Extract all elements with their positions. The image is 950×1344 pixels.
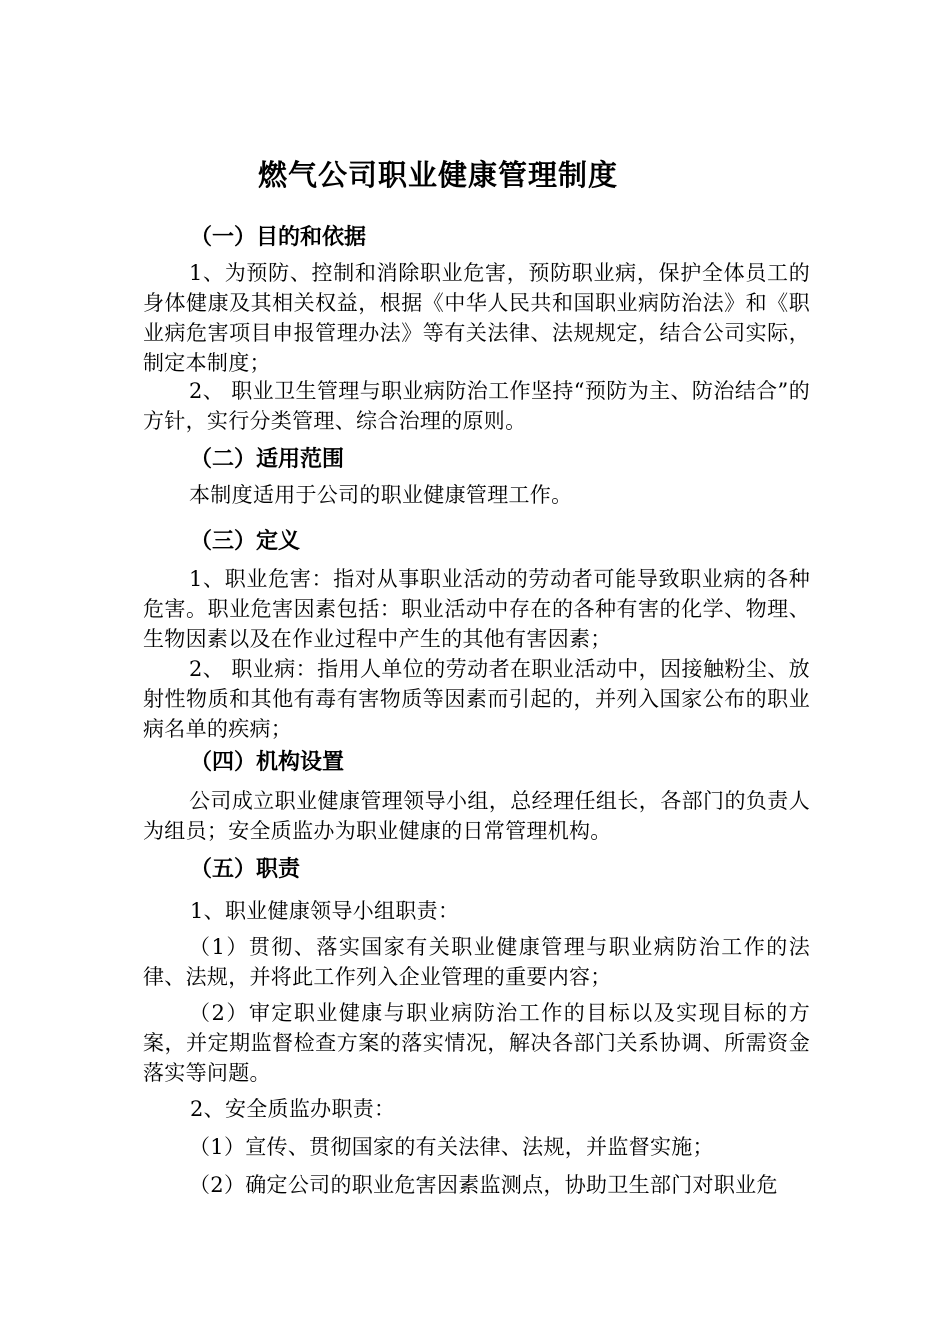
subheading-safety-office: 2、安全质监办职责： [190, 1097, 396, 1121]
section-heading-scope: （二）适用范围 [190, 446, 345, 472]
paragraph-purpose-1: 1、为预防、控制和消除职业危害，预防职业病，保护全体员工的身体健康及其相关权益，根据《中华人民共和国职业病防治法》和《职业病危害项目申报管理办法》等有关法律、法规规定，结合公司实际，制定本制度； [143, 261, 810, 375]
paragraph-definition-1: 1、职业危害：指对从事职业活动的劳动者可能导致职业病的各种危害。职业危害因素包括：职业活动中存在的各种有害的化学、物理、生物因素以及在作业过程中产生的其他有害因素； [143, 567, 810, 651]
paragraph-safety-office-1: （1）宣传、贯彻国家的有关法律、法规，并监督实施； [189, 1135, 714, 1159]
paragraph-purpose-2: 2、 职业卫生管理与职业病防治工作坚持“预防为主、防治结合”的方针，实行分类管理、综合治理的原则。 [143, 379, 810, 433]
section-heading-definitions: （三）定义 [190, 528, 301, 554]
paragraph-leadership-2: （2）审定职业健康与职业病防治工作的目标以及实现目标的方案，并定期监督检查方案的落实情况，解决各部门关系协调、所需资金落实等问题。 [143, 1001, 810, 1085]
section-heading-purpose: （一）目的和依据 [190, 224, 367, 250]
paragraph-safety-office-2: （2）确定公司的职业危害因素监测点，协助卫生部门对职业危 [189, 1173, 778, 1197]
document-title: 燃气公司职业健康管理制度 [258, 158, 619, 192]
paragraph-scope-1: 本制度适用于公司的职业健康管理工作。 [189, 483, 573, 507]
section-heading-responsibilities: （五）职责 [190, 856, 301, 882]
paragraph-leadership-1: （1）贯彻、落实国家有关职业健康管理与职业病防治工作的法律、法规，并将此工作列入企业管理的重要内容； [143, 935, 810, 989]
paragraph-organization-1: 公司成立职业健康管理领导小组，总经理任组长，各部门的负责人为组员；安全质监办为职业健康的日常管理机构。 [143, 789, 810, 843]
subheading-leadership-group: 1、职业健康领导小组职责： [190, 899, 460, 923]
paragraph-definition-2: 2、 职业病：指用人单位的劳动者在职业活动中，因接触粉尘、放射性物质和其他有毒有害物质等因素而引起的，并列入国家公布的职业病名单的疾病； [143, 657, 810, 741]
section-heading-organization: （四）机构设置 [190, 749, 345, 775]
